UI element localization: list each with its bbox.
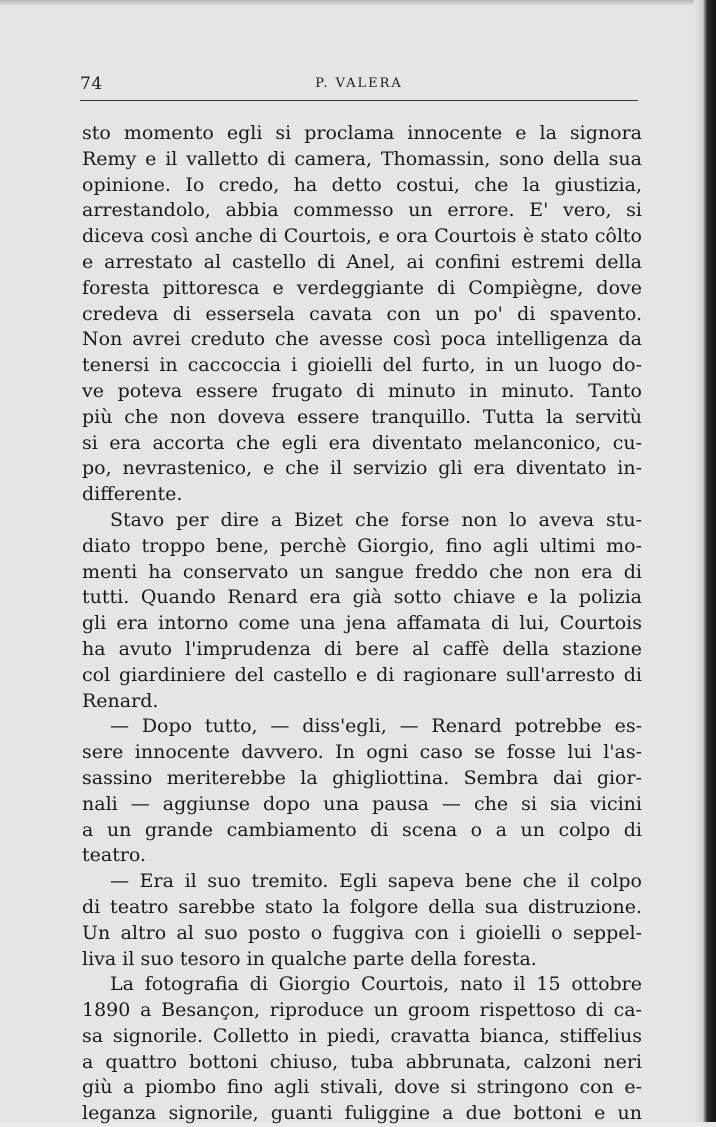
text-line: Renard. <box>82 689 159 712</box>
text-line: tenersi in caccoccia i gioielli del furto, in un luogo do- <box>82 354 642 377</box>
text-line: sa signorile. Colletto in piedi, cravatta bianca, stiffelius <box>82 1024 642 1047</box>
page-number: 74 <box>80 74 103 94</box>
text-line: Stavo per dire a Bizet che forse non lo aveva stu- <box>110 508 642 531</box>
body-text <box>82 121 642 1127</box>
text-line: — Era il suo tremito. Egli sapeva bene che il colpo <box>110 870 642 893</box>
text-line: e arrestato al castello di Anel, ai confini estremi della <box>82 250 642 273</box>
text-line: arrestandolo, abbia commesso un errore. E' vero, si <box>82 199 642 222</box>
running-title: P. VALERA <box>315 76 403 91</box>
text-line: Non avrei creduto che avesse così poca intelligenza da <box>82 328 642 351</box>
text-line: sto momento egli si proclama innocente e la signora <box>82 122 642 144</box>
text-line: — Dopo tutto, — diss'egli, — Renard potrebbe es- <box>110 715 642 738</box>
text-line: sere innocente davvero. In ogni caso se fosse lui l'as- <box>82 741 642 764</box>
running-head <box>80 74 638 100</box>
text-line: Un altro al suo posto o fuggiva con i gioielli o seppel- <box>82 921 642 944</box>
text-line: nali — aggiunse dopo una pausa — che si sia vicini <box>82 792 642 815</box>
text-line: La fotografia di Giorgio Courtois, nato il 15 ottobre <box>110 973 642 996</box>
text-line: a quattro bottoni chiuso, tuba abbrunata, calzoni neri <box>82 1050 642 1073</box>
text-line: Remy e il valletto di camera, Thomassin, sono della sua <box>82 147 642 170</box>
text-line: ha avuto l'imprudenza di bere al caffè della stazione <box>82 637 642 660</box>
text-line: più che non doveva essere tranquillo. Tutta la servitù <box>82 405 642 428</box>
header-rule <box>80 100 638 101</box>
text-line: tutti. Quando Renard era già sotto chiave e la polizia <box>82 586 642 609</box>
text-line: 1890 a Besançon, riproduce un groom rispettoso di ca- <box>82 999 642 1022</box>
text-line: leganza signorile, guanti fuliggine a due bottoni e un <box>82 1102 642 1125</box>
text-line: differente. <box>82 483 183 506</box>
text-line: gli era intorno come una jena affamata di lui, Courtois <box>82 612 642 635</box>
text-line: si era accorta che egli era diventato melanconico, cu- <box>82 431 642 454</box>
text-line: opinione. Io credo, ha detto costui, che la giustizia, <box>82 173 642 196</box>
text-line: col giardiniere del castello e di ragionare sull'arresto di <box>82 663 642 686</box>
text-line: liva il suo tesoro in qualche parte della foresta. <box>82 947 537 970</box>
text-line: di teatro sarebbe stato la folgore della sua distruzione. <box>82 895 642 918</box>
text-line: diato troppo bene, perchè Giorgio, fino agli ultimi mo- <box>82 534 642 557</box>
text-line: sassino meriterebbe la ghigliottina. Sembra dai gior- <box>82 766 642 789</box>
page-top-shadow <box>0 0 716 6</box>
text-line: diceva così anche di Courtois, e ora Courtois è stato côlto <box>82 225 642 248</box>
text-line: ve poteva essere frugato di minuto in minuto. Tanto <box>82 379 642 402</box>
text-line: credeva di essersela cavata con un po' di spavento. <box>82 302 642 325</box>
book-binding-edge <box>694 0 716 1122</box>
text-line: foresta pittoresca e verdeggiante di Compiègne, dove <box>82 276 642 299</box>
text-line: a un grande cambiamento di scena o a un colpo di <box>82 818 642 841</box>
text-line: po, nevrastenico, e che il servizio gli era diventato in- <box>82 457 642 480</box>
text-line: giù a piombo fino agli stivali, dove si stringono con e- <box>82 1076 642 1099</box>
text-line: menti ha conservato un sangue freddo che non era di <box>82 560 642 583</box>
text-line: teatro. <box>82 844 147 867</box>
